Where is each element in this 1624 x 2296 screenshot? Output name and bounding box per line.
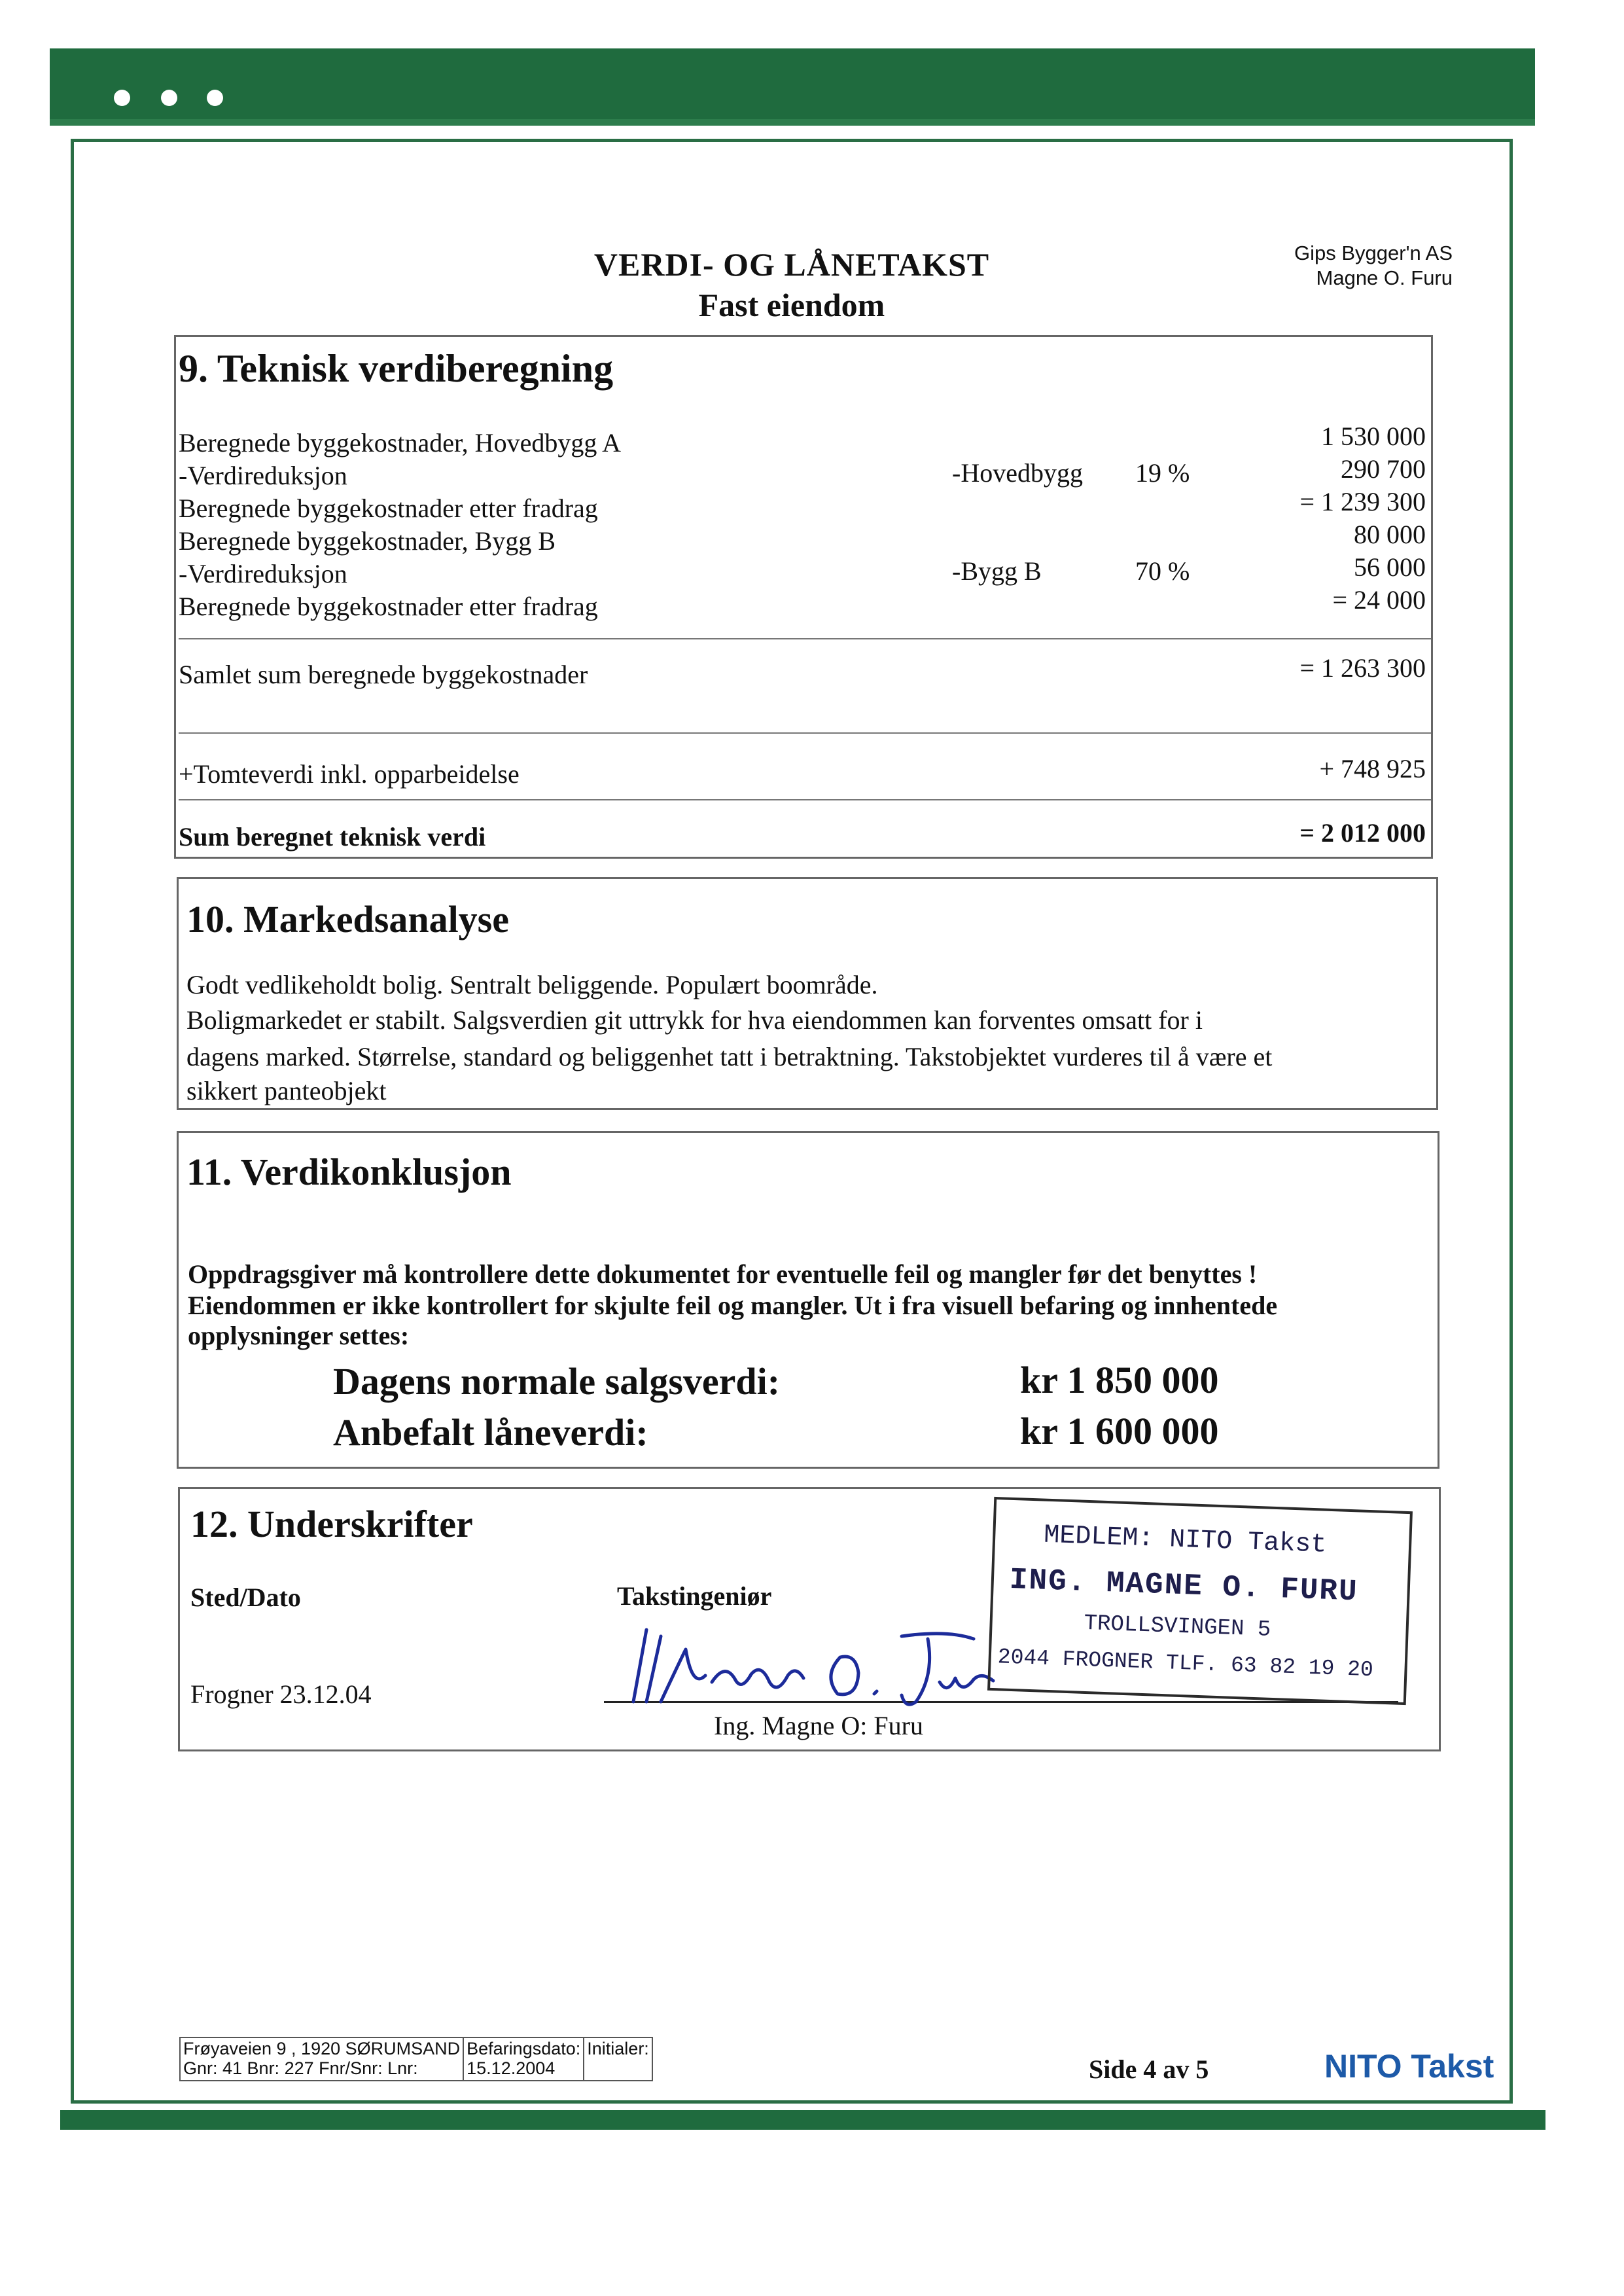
stamp-line: MEDLEM: NITO Takst (1043, 1520, 1327, 1560)
stamp-line: 2044 FROGNER TLF. 63 82 19 20 (997, 1645, 1374, 1683)
signature-stroke (633, 1630, 705, 1702)
banner-stripe (50, 119, 1535, 126)
section-market-analysis (177, 877, 1438, 1110)
total-value: = 1 263 300 (1299, 653, 1426, 683)
section-value-conclusion (177, 1131, 1439, 1469)
row-label: Beregnede byggekostnader etter fradrag (179, 493, 598, 523)
notice-line: Oppdragsgiver må kontrollere dette dokumentet for eventuelle feil og mangler før det benyttes ! (188, 1259, 1258, 1289)
total-label: Samlet sum beregnede byggekostnader (179, 660, 588, 689)
property-ids: Gnr: 41 Bnr: 227 Fnr/Snr: Lnr: (183, 2058, 418, 2078)
company-name: Gips Bygger'n AS (1294, 242, 1453, 264)
sum-value: = 2 012 000 (1299, 818, 1426, 848)
brand-logo: NITO Takst (1324, 2048, 1494, 2085)
section-title: 12. Underskrifter (190, 1503, 473, 1545)
divider (179, 799, 1431, 800)
row-value: = 1 239 300 (1299, 487, 1426, 516)
analysis-line: sikkert panteobjekt (186, 1076, 387, 1105)
row-value: 80 000 (1354, 520, 1426, 549)
row-building: -Hovedbygg (952, 458, 1083, 488)
property-info-table (179, 2037, 653, 2081)
dot-icon (114, 90, 130, 106)
notice-line: Eiendommen er ikke kontrollert for skjulte feil og mangler. Ut i fra visuell befaring og innhentede (188, 1291, 1278, 1320)
person-name: Magne O. Furu (1316, 266, 1453, 289)
row-value: 1 530 000 (1321, 422, 1426, 451)
place-date-label: Sted/Dato (190, 1583, 301, 1612)
property-address: Frøyaveien 9 , 1920 SØRUMSAND (183, 2039, 461, 2058)
row-value: 56 000 (1354, 552, 1426, 582)
land-label: +Tomteverdi inkl. opparbeidelse (179, 759, 520, 789)
company-info (1294, 241, 1453, 291)
footer-banner (60, 2110, 1545, 2130)
row-label: -Verdireduksjon (179, 461, 347, 490)
sales-value-label: Dagens normale salgsverdi: (333, 1360, 781, 1403)
sum-label: Sum beregnet teknisk verdi (179, 822, 486, 852)
row-building: -Bygg B (952, 556, 1042, 586)
section-technical-value (174, 335, 1433, 859)
sales-value: kr 1 850 000 (1020, 1359, 1219, 1401)
land-value: + 748 925 (1319, 754, 1426, 783)
row-percent: 70 % (1135, 556, 1190, 586)
divider (179, 732, 1431, 734)
property-address-cell (180, 2037, 463, 2081)
member-stamp (987, 1497, 1413, 1705)
place-date-value: Frogner 23.12.04 (190, 1679, 372, 1709)
engineer-label: Takstingeniør (617, 1581, 772, 1611)
analysis-line: dagens marked. Størrelse, standard og beliggenhet tatt i betraktning. Takstobjektet vurderes til å være et (186, 1042, 1273, 1071)
row-percent: 19 % (1135, 458, 1190, 488)
row-label: -Verdireduksjon (179, 559, 347, 588)
row-label: Beregnede byggekostnader, Hovedbygg A (179, 428, 621, 457)
document-subtitle: Fast eiendom (698, 287, 885, 323)
section-title: 10. Markedsanalyse (186, 898, 509, 941)
signature-stroke (874, 1691, 877, 1694)
loan-value-label: Anbefalt låneverdi: (333, 1411, 648, 1454)
dot-icon (161, 90, 177, 106)
document-title: VERDI- OG LÅNETAKST (593, 246, 990, 283)
section-title: 9. Teknisk verdiberegning (179, 347, 614, 390)
row-label: Beregnede byggekostnader etter fradrag (179, 592, 598, 621)
inspection-date-label: Befaringsdato: (467, 2039, 581, 2058)
dot-icon (207, 90, 223, 106)
engineer-name: Ing. Magne O: Furu (714, 1711, 923, 1740)
signature-stroke (940, 1676, 993, 1687)
loan-value: kr 1 600 000 (1020, 1410, 1219, 1452)
signature-image (620, 1610, 1013, 1721)
header-banner (50, 48, 1535, 126)
initials-cell (584, 2037, 652, 2081)
row-value: 290 700 (1341, 454, 1426, 484)
section-title: 11. Verdikonklusjon (186, 1151, 512, 1193)
analysis-line: Boligmarkedet er stabilt. Salgsverdien git uttrykk for hva eiendommen kan forventes omsatt for i (186, 1005, 1203, 1035)
page-number: Side 4 av 5 (1089, 2054, 1209, 2084)
signature-stroke (902, 1634, 974, 1704)
stamp-line: TROLLSVINGEN 5 (1084, 1611, 1271, 1643)
notice-line: opplysninger settes: (188, 1321, 410, 1350)
row-value: = 24 000 (1332, 585, 1426, 615)
inspection-date-cell (463, 2037, 584, 2081)
stamp-line: ING. MAGNE O. FURU (1009, 1562, 1359, 1609)
signature-stroke (831, 1657, 858, 1695)
inspection-date: 15.12.2004 (467, 2058, 556, 2078)
initials-label: Initialer: (587, 2039, 649, 2058)
divider (179, 638, 1431, 639)
row-label: Beregnede byggekostnader, Bygg B (179, 526, 556, 556)
signature-stroke (712, 1670, 803, 1687)
analysis-line: Godt vedlikeholdt bolig. Sentralt beliggende. Populært boområde. (186, 970, 878, 999)
